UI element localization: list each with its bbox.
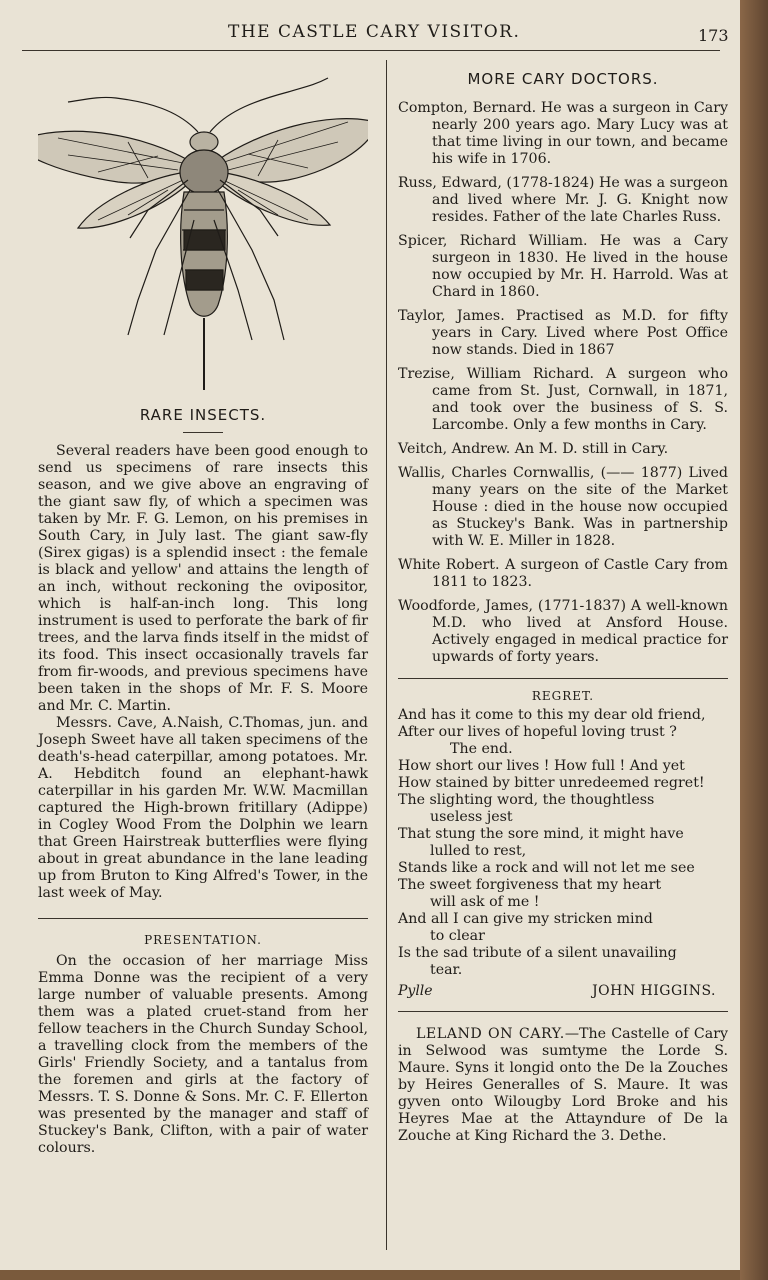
- left-column: [38, 60, 368, 1157]
- poem-line: useless jest: [430, 809, 513, 825]
- poem-line: The slighting word, the thoughtless: [398, 792, 655, 808]
- regret-heading: REGRET.: [531, 689, 595, 703]
- poem-line: The end.: [450, 741, 513, 757]
- section-rule: [398, 1011, 728, 1012]
- doctors-list: [398, 100, 728, 666]
- doctor-entry: Spicer, Richard William. He was a Cary surgeon in 1830. He lived in the house now occupied by Mr. H. Harrold. Was at Chard in 1860.: [398, 233, 728, 300]
- poem-line: will ask of me !: [430, 894, 540, 910]
- section-rule: [38, 918, 368, 919]
- presentation-heading: PRESENTATION.: [144, 933, 262, 947]
- doctor-entry: Woodforde, James, (1771-1837) A well-known M.D. who lived at Ansford House. Actively engaged in medical practice for upwards of forty years.: [398, 598, 728, 665]
- leland-text: —The Castelle of Cary in Selwood was sumtyme the Lorde S. Maure. Syns it longid onto the De la Zouches by Heires Generalles of S. Maure. It was gyven onto Wilougby Lord Broke and his Heyres Mae at the Attayndure of De la Zouche at King Richard the 3. Dethe.: [398, 1026, 729, 1144]
- doctor-entry: Trezise, William Richard. A surgeon who came from St. Just, Cornwall, in 1871, and took over the business of S. S. Larcombe. Only a few months in Cary.: [398, 366, 728, 433]
- column-divider: [386, 60, 387, 1250]
- regret-poem: [398, 707, 728, 979]
- doctor-entry: Compton, Bernard. He was a surgeon in Cary nearly 200 years ago. Mary Lucy was at that time living in our town, and became his wife in 1706.: [398, 100, 728, 167]
- leland-lead: LELAND ON CARY.: [416, 1026, 565, 1042]
- poem-line: That stung the sore mind, it might have: [398, 826, 684, 842]
- page-edge: [740, 0, 768, 1280]
- section-rule: [398, 678, 728, 679]
- doctor-entry: Taylor, James. Practised as M.D. for fifty years in Cary. Lived where Post Office now stands. Died in 1867: [398, 308, 728, 358]
- poem-line: lulled to rest,: [430, 843, 527, 859]
- running-header: [0, 22, 740, 46]
- poem-line: Is the sad tribute of a silent unavailing: [398, 945, 677, 961]
- poem-signature: [398, 983, 728, 1001]
- poem-line: to clear: [430, 928, 485, 944]
- insects-paragraph-2: Messrs. Cave, A.Naish, C.Thomas, jun. and Joseph Sweet have all taken specimens of the death's-head caterpillar, among potatoes. Mr. A. Hebditch found an elephant-hawk caterpillar in his garden Mr. W.W. Macmillan captured the High-brown fritillary (Adippe) in Cogley Wood From the Dolphin we learn that Green Hairstreak butterflies were flying about in great abundance in the lane leading up from Bruton to King Alfred's Tower, in the last week of May.: [38, 715, 368, 901]
- poem-line: And all I can give my stricken mind: [398, 911, 653, 927]
- doctor-entry: Wallis, Charles Cornwallis, (—— 1877) Lived many years on the site of the Market House : died in the house now occupied as Stuckey's Bank. Was in partnership with W. E. Miller in 1828.: [398, 465, 728, 549]
- insects-paragraph-1: Several readers have been good enough to send us specimens of rare insects this season, and we give above an engraving of the giant saw fly, of which a specimen was taken by Mr. F. G. Lemon, on his premises in South Cary, in July last. The giant saw-fly (Sirex gigas) is a splendid insect : the female is black and yellow' and attains the length of an inch, without reckoning the ovipositor, which is half-an-inch long. This long instrument is used to perforate the bark of fir trees, and the larva finds itself in the midst of its food. This insect occasionally travels far from fir-woods, and previous specimens have been taken in the shops of Mr. F. S. Moore and Mr. C. Martin.: [38, 443, 368, 714]
- poem-line: How short our lives ! How full ! And yet: [398, 758, 685, 774]
- header-rule: [22, 50, 720, 51]
- doctor-entry: Russ, Edward, (1778-1824) He was a surgeon and lived where Mr. J. G. Knight now resides. Father of the late Charles Russ.: [398, 175, 728, 225]
- journal-title: THE CASTLE CARY VISITOR.: [228, 22, 521, 42]
- leland-paragraph: [398, 1026, 728, 1145]
- poem-line: How stained by bitter unredeemed regret!: [398, 775, 705, 791]
- poem-line: Stands like a rock and will not let me see: [398, 860, 695, 876]
- page-number: 173: [698, 26, 729, 45]
- heading-rule: [183, 432, 223, 433]
- poem-author: JOHN HIGGINS.: [592, 983, 716, 999]
- poem-line: After our lives of hopeful loving trust ?: [398, 724, 677, 740]
- right-column: [398, 60, 728, 1145]
- presentation-paragraph: On the occasion of her marriage Miss Emma Donne was the recipient of a very large number of valuable presents. Among them was a plated cruet-stand from her fellow teachers in the Church Sunday School, a travelling clock from the members of the Girls' Friendly Society, and a tantalus from the foremen and girls at the factory of Messrs. T. S. Donne & Sons. Mr. C. F. Ellerton was presented by the manager and staff of Stuckey's Bank, Clifton, with a pair of water colours.: [38, 953, 368, 1156]
- poem-line: The sweet forgiveness that my heart: [398, 877, 662, 893]
- poem-place: Pylle: [398, 983, 433, 999]
- saw-fly-engraving: [38, 60, 368, 390]
- poem-line: And has it come to this my dear old friend,: [398, 707, 706, 723]
- poem-line: tear.: [430, 962, 463, 978]
- doctor-entry: White Robert. A surgeon of Castle Cary from 1811 to 1823.: [398, 557, 728, 590]
- doctors-heading: MORE CARY DOCTORS.: [467, 70, 659, 88]
- doctor-entry: Veitch, Andrew. An M. D. still in Cary.: [398, 441, 669, 457]
- rare-insects-heading: RARE INSECTS.: [139, 406, 267, 424]
